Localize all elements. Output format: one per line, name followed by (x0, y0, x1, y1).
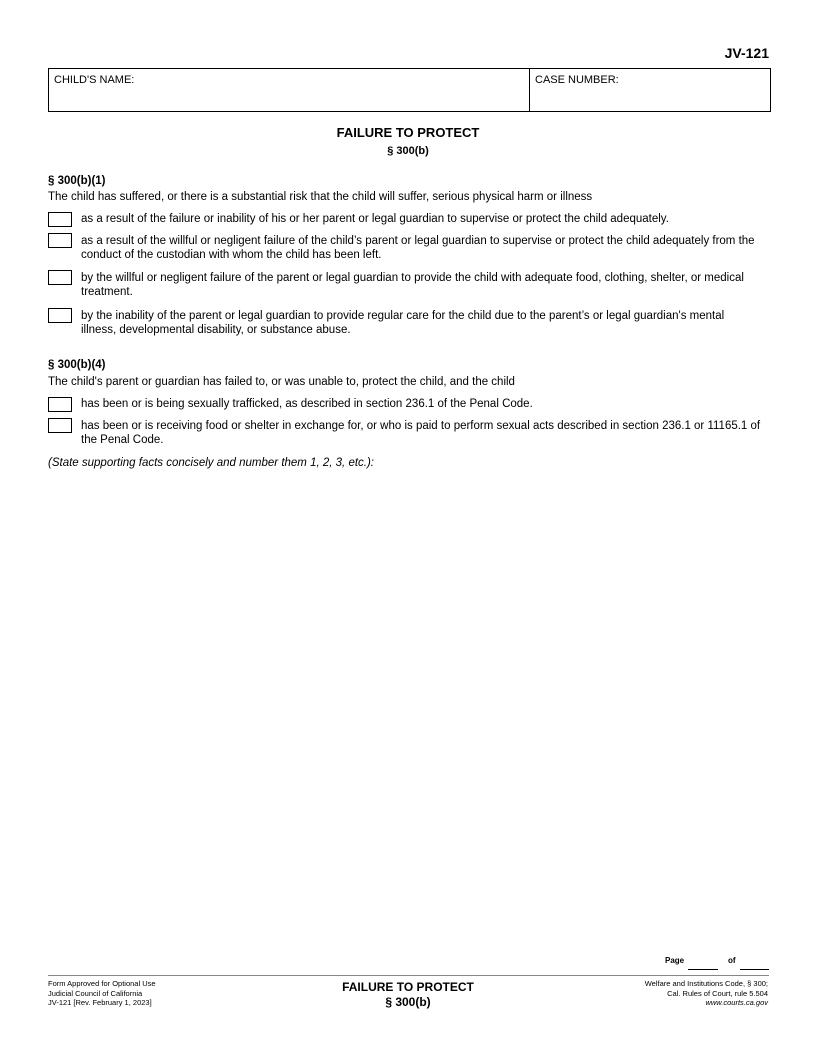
footer-left-line: Judicial Council of California (48, 988, 143, 998)
checkbox[interactable] (48, 418, 72, 433)
page-subtitle: § 300(b) (387, 145, 429, 157)
checkbox[interactable] (48, 308, 72, 323)
case-number-field[interactable] (530, 69, 770, 111)
footer-right-line: Welfare and Institutions Code, § 300; (644, 979, 768, 988)
section2-intro: The child's parent or guardian has failed to, or was unable to, protect the child, and the child (48, 376, 515, 388)
checkbox[interactable] (48, 233, 72, 248)
page-label: Page (665, 956, 685, 965)
page-title: FAILURE TO PROTECT (336, 125, 480, 140)
page-number-field[interactable] (688, 957, 718, 970)
of-label: of (728, 956, 736, 965)
caption-box (48, 68, 771, 112)
checkbox-label: has been or is receiving food or shelter in exchange for, or who is paid to perform sexual acts described in section 236.1 or 11165.1 of the Penal Code. (81, 420, 761, 446)
section1-intro: The child has suffered, or there is a substantial risk that the child will suffer, serious physical harm or illness (48, 191, 593, 203)
footer-right-line: Cal. Rules of Court, rule 5.504 (667, 988, 768, 998)
checkbox[interactable] (48, 397, 72, 412)
checkbox-label: by the willful or negligent failure of the parent or legal guardian to provide the child with adequate food, clothing, shelter, or medical treatment. (81, 272, 744, 298)
checkbox[interactable] (48, 270, 72, 285)
section2-heading: § 300(b)(4) (48, 359, 106, 371)
form-number: JV-121 (724, 45, 769, 61)
child-name-label: CHILD'S NAME: (54, 74, 135, 86)
footer-left-line: Form Approved for Optional Use (48, 979, 156, 988)
footer-divider (48, 975, 769, 976)
checkbox[interactable] (48, 212, 72, 227)
checkbox-label: as a result of the failure or inability of his or her parent or legal guardian to supervise or protect the child adequately. (81, 213, 669, 225)
facts-area[interactable] (48, 480, 769, 940)
checkbox-label: by the inability of the parent or legal guardian to provide regular care for the child due to the parent’s or legal guardian's mental illness, developmental disability, or substance abuse. (81, 310, 725, 336)
footer-title-line: FAILURE TO PROTECT (342, 980, 474, 994)
child-name-field[interactable] (49, 69, 530, 111)
footer-right (645, 979, 768, 1008)
footer-title-line: § 300(b) (385, 995, 431, 1009)
instructions-note: (State supporting facts concisely and number them 1, 2, 3, etc.): (48, 457, 374, 469)
section1-heading: § 300(b)(1) (48, 175, 106, 187)
page-total-field[interactable] (740, 957, 769, 970)
courts-website-link[interactable]: www.courts.ca.gov (705, 998, 768, 1007)
case-number-label: CASE NUMBER: (535, 74, 619, 86)
checkbox-label: has been or is being sexually trafficked, as described in section 236.1 of the Penal Code. (81, 398, 533, 410)
footer-left-line: JV-121 [Rev. February 1, 2023] (48, 998, 152, 1007)
checkbox-label: as a result of the willful or negligent failure of the child’s parent or legal guardian to supervise or protect the child adequately from the conduct of the custodian with whom the child has been left. (81, 235, 755, 261)
